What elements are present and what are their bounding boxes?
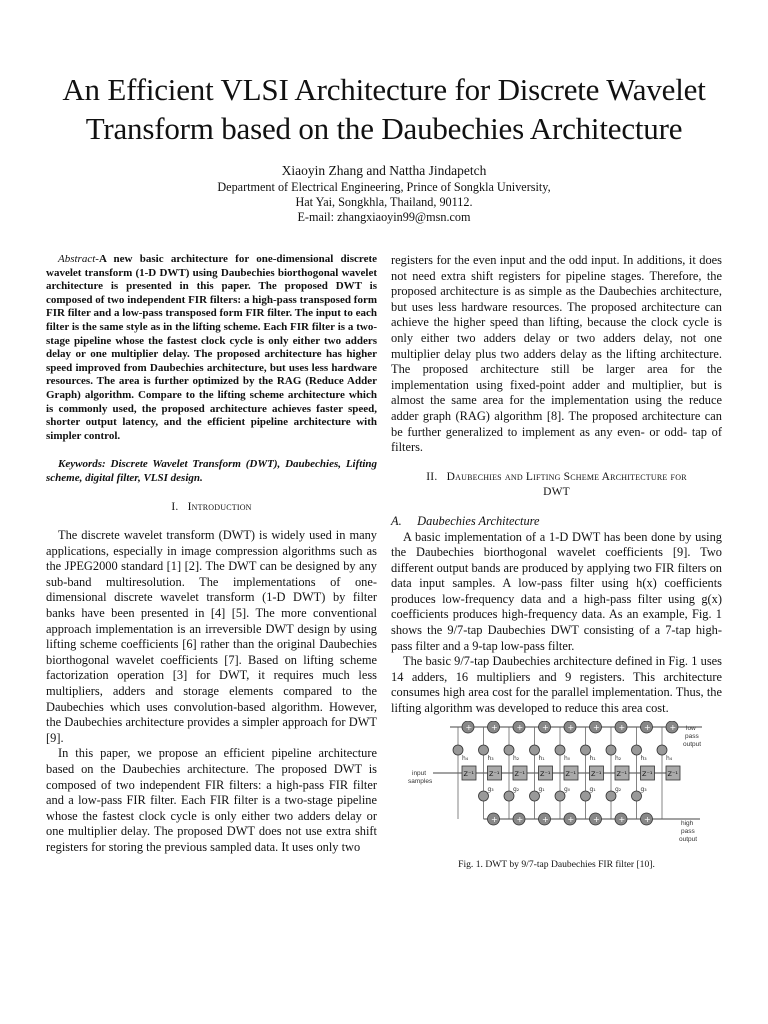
low-pass-multiplier: [657, 745, 667, 755]
keywords: [46, 458, 377, 485]
g-coefficient-label: g₁: [538, 785, 545, 793]
subsection-a-heading: [391, 514, 722, 530]
adder-plus-sign: +: [542, 814, 549, 824]
adder-plus-sign: +: [593, 722, 600, 732]
g-coefficient-label: g₂: [615, 785, 622, 793]
adder-plus-sign: +: [593, 814, 600, 824]
g-coefficient-label: g₃: [487, 785, 494, 793]
delay-register-label: Z⁻¹: [591, 769, 602, 778]
low-pass-label-1: low: [686, 724, 696, 732]
h-coefficient-label: h₄: [462, 754, 469, 762]
adder-plus-sign: +: [644, 814, 651, 824]
input-label-2: samples: [408, 777, 433, 785]
delay-register-label: Z⁻¹: [565, 769, 576, 778]
section-2-number: II.: [426, 470, 438, 483]
h-coefficient-label: h₃: [487, 754, 494, 762]
delay-register-label: Z⁻¹: [667, 769, 678, 778]
delay-register-label: Z⁻¹: [463, 769, 474, 778]
input-label-1: input: [412, 769, 427, 777]
low-pass-label-3: output: [683, 740, 702, 748]
right-column: [391, 253, 722, 872]
adder-plus-sign: +: [618, 814, 626, 824]
h-coefficient-label: h₁: [538, 754, 545, 762]
low-pass-multiplier: [581, 745, 591, 755]
h-coefficient-label: h₀: [564, 754, 571, 762]
low-pass-multiplier: [453, 745, 463, 755]
abstract-text: A new basic architecture for one-dimensional discrete wavelet transform (1-D DWT) using Daubechies biorthogonal wavelet architecture is presented in this paper. The proposed DWT is composed of two independent FIR filters: a high-pass transposed form FIR filter and a low-pass transposed form FIR filter. The input to each filter is the same style as in the lifting scheme. Each FIR filter is a two-stage pipeline whose the fastest clock cycle is only either two adders delay or one multiplier delay. The proposed architecture has higher speed improved from Daubechies architecture, but uses less hardware resources. The area is further optimized by the RAG (Reduce Adder Graph) algorithm. Compare to the lifting scheme architecture which is commonly used, the proposed architecture achieves faster speed, shorter output latency, and the efficient pipeline architecture with simpler control.: [46, 253, 377, 442]
low-pass-multiplier: [632, 745, 642, 755]
h-coefficient-label: h₁: [589, 754, 596, 762]
intro-paragraph-2: In this paper, we propose an efficient pipeline architecture based on the Daubechies architecture. The proposed DWT is composed of two independent FIR filters: a high-pass FIR filter and a low-pass FIR filter. Each FIR filter is a two-stage pipeline whose the fastest clock cycle is only either two adders delay or one multiplier delay. The proposed DWT does not use extra shift registers for storing the previous sampled data. It uses only two: [46, 746, 377, 854]
h-coefficient-label: h₃: [640, 754, 647, 762]
figure-1-caption: Fig. 1. DWT by 9/7-tap Daubechies FIR filter [10].: [458, 858, 655, 870]
low-pass-multiplier: [479, 745, 489, 755]
high-pass-label-1: high: [681, 819, 694, 827]
adder-plus-sign: +: [618, 722, 626, 732]
adder-plus-sign: +: [669, 722, 677, 732]
h-coefficient-label: h₂: [615, 754, 622, 762]
adder-plus-sign: +: [516, 722, 524, 732]
section-1-number: I.: [171, 500, 179, 513]
section-1-title: Introduction: [187, 500, 252, 513]
daubechies-paragraph-2: The basic 9/7-tap Daubechies architecture defined in Fig. 1 uses 14 adders, 16 multipliers and 9 registers. This architecture consumes high area cost for the parallel implementation. Thus, the lifting algorithm was developed to reduce this area cost.: [391, 654, 722, 716]
high-pass-label-2: pass: [681, 827, 695, 835]
g-coefficient-label: g₁: [589, 785, 596, 793]
fir-filter-diagram: [391, 721, 722, 854]
subsection-a-number: A.: [391, 513, 402, 528]
adder-plus-sign: +: [644, 722, 651, 732]
section-2-title-line-2: DWT: [543, 486, 570, 499]
delay-register-label: Z⁻¹: [642, 769, 653, 778]
g-coefficient-label: g₃: [640, 785, 647, 793]
figure-1: [391, 721, 722, 854]
section-2-title-line-1: Daubechies and Lifting Scheme Architecture for: [446, 470, 687, 483]
paper-title: [20, 70, 748, 148]
delay-register-label: Z⁻¹: [540, 769, 551, 778]
adder-plus-sign: +: [465, 722, 473, 732]
author-email: E-mail: zhangxiaoyin99@msn.com: [297, 210, 471, 224]
delay-register-label: Z⁻¹: [489, 769, 500, 778]
affiliation-line-2: Hat Yai, Songkhla, Thailand, 90112.: [295, 195, 473, 209]
low-pass-multiplier: [504, 745, 514, 755]
delay-register-label: Z⁻¹: [514, 769, 525, 778]
high-pass-label-3: output: [679, 835, 698, 843]
h-coefficient-label: h₂: [513, 754, 520, 762]
section-2-heading: [391, 470, 722, 501]
adder-plus-sign: +: [491, 722, 498, 732]
keywords-text: Discrete Wavelet Transform (DWT), Daubechies, Lifting scheme, digital filter, VLSI design.: [46, 458, 377, 484]
intro-paragraph-1: The discrete wavelet transform (DWT) is widely used in many applications, especially in image compression algorithms such as the JPEG2000 standard [1] [2]. The DWT can be designed by any sub-band multiresolution. The implementations of one-dimensional discrete wavelet transform (1-D DWT) by filter banks have been presented in [4] [5]. The more conventional approach implementation is an irreversible DWT design by using lifting scheme coefficients [6] rather than the original Daubechies biorthogonal wavelet coefficients [7]. Based on lifting scheme factorization operation [3] for DWT, it requires much less multipliers, adders and storage elements compared to the Daubechies which uses convolution-based algorithm. However, the Daubechies architecture provides a simpler approach for DWT [9].: [46, 528, 377, 745]
section-1-heading: [46, 500, 377, 516]
delay-register-label: Z⁻¹: [616, 769, 627, 778]
title-line-1: An Efficient VLSI Architecture for Discrete Wavelet: [62, 72, 706, 107]
low-pass-multiplier: [606, 745, 616, 755]
abstract-label: Abstract-: [58, 253, 99, 265]
affiliation-line-1: Department of Electrical Engineering, Prince of Songkla University,: [217, 180, 551, 194]
title-line-2: Transform based on the Daubechies Architecture: [85, 111, 683, 146]
left-column: [46, 253, 377, 856]
low-pass-multiplier: [530, 745, 540, 755]
abstract: [46, 253, 377, 443]
g-coefficient-label: g₀: [564, 785, 571, 793]
adder-plus-sign: +: [567, 814, 575, 824]
h-coefficient-label: h₄: [666, 754, 673, 762]
low-pass-label-2: pass: [685, 732, 699, 740]
keywords-label: Keywords:: [58, 458, 106, 471]
low-pass-multiplier: [555, 745, 565, 755]
author-block: [20, 163, 748, 225]
adder-plus-sign: +: [491, 814, 498, 824]
daubechies-paragraph-1: A basic implementation of a 1-D DWT has been done by using the Daubechies biorthogonal wavelet coefficients [9]. Two different output bands are produced by applying two FIR filters on data input samples. A low-pass filter using h(x) coefficients produces low-frequency data and a high-pass filter using g(x) coefficients produces high-frequency data. As an example, Fig. 1 shows the 9/7-tap Daubechies DWT consisting of a 7-tap high-pass filter and a 9-tap low-pass filter.: [391, 529, 722, 653]
author-names: Xiaoyin Zhang and Nattha Jindapetch: [281, 163, 487, 178]
adder-plus-sign: +: [542, 722, 549, 732]
adder-plus-sign: +: [567, 722, 575, 732]
intro-paragraph-2-continued: registers for the even input and the odd input. In additions, it does not need extra shift registers for pipeline stages. Therefore, the proposed architecture is as simple as the Daubechies architecture, but uses less hardware resources. The proposed architecture can achieve the higher speed than lifting, because the clock cycle is only either two adders delay or two adders delay, not one multiplier delay plus two adders delay as the lifting architecture. The proposed architecture still be larger area for the implementation using fixed-point adder and multiplier, but is almost the same area for the implementation using the reduce adder graph (RAG) algorithm [8]. The proposed architecture can be further generalized to implement as any even- or odd- tap of filters.: [391, 253, 722, 455]
adder-plus-sign: +: [516, 814, 524, 824]
subsection-a-title: Daubechies Architecture: [417, 513, 540, 528]
g-coefficient-label: g₂: [513, 785, 520, 793]
